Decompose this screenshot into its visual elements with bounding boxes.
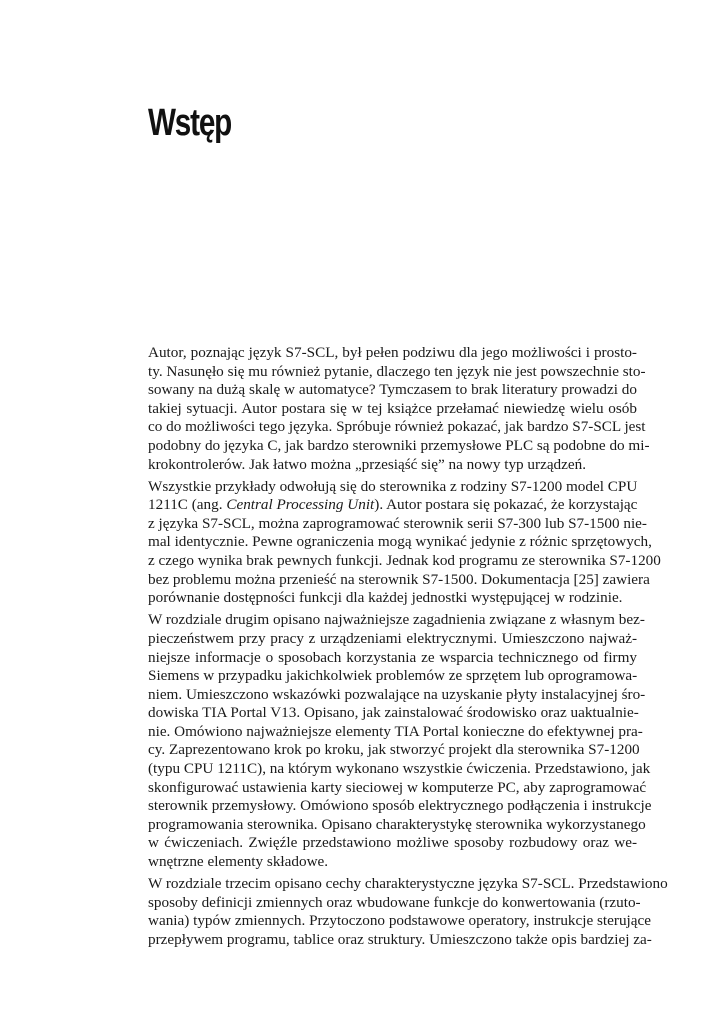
text-line: skonfigurować ustawienia karty sieciowej w komputerze PC, aby zaprogramować [148, 778, 647, 796]
text-line: Autor, poznając język S7-SCL, był pełen podziwu dla jego możliwości i prosto- [148, 344, 637, 361]
text-line: ty. Nasunęło się mu również pytanie, dlaczego ten język nie jest powszechnie sto- [148, 362, 646, 380]
text-line: bez problemu można przenieść na sterownik S7-1500. Dokumentacja [25] zawiera [148, 570, 650, 588]
text-line-mixed [148, 496, 637, 515]
text-line: z czego wynika brak pewnych funkcji. Jednak kod programu ze sterownika S7-1200 [148, 552, 661, 570]
text-line: mal identycznie. Pewne ograniczenia mogą wynikać jedynie z różnic sprzętowych, [148, 533, 652, 551]
text-segment: 1211C (ang. [148, 496, 227, 514]
body-text [148, 344, 668, 953]
text-line: W rozdziale drugim opisano najważniejsze zagadnienia związane z własnym bez- [148, 611, 645, 629]
text-line: niem. Umieszczono wskazówki pozwalające na uzyskanie płyty instalacyjnej śro- [148, 685, 646, 703]
text-line: porównanie dostępności funkcji dla każdej jednostki występującej w rodzinie. [148, 589, 623, 607]
text-line: co do możliwości tego języka. Spróbuje również pokazać, jak bardzo S7-SCL jest [148, 418, 646, 436]
text-line: programowania sterownika. Opisano charakterystykę sterownika wykorzystanego [148, 815, 646, 833]
paragraph-3 [148, 611, 652, 871]
italic-term: Central Processing Unit [226, 496, 375, 514]
text-line: w ćwiczeniach. Zwięźle przedstawiono możliwe sposoby rozbudowy oraz we- [148, 834, 637, 852]
text-line: niejsze informacje o sposobach korzystania ze wsparcia technicznego od firmy [148, 648, 637, 666]
text-line: nie. Omówiono najważniejsze elementy TIA Portal konieczne do efektywnej pra- [148, 722, 643, 740]
text-line: cy. Zaprezentowano krok po kroku, jak stworzyć projekt dla sterownika S7-1200 [148, 741, 640, 759]
text-line: podobny do języka C, jak bardzo sterowniki przemysłowe PLC są podobne do mi- [148, 436, 650, 454]
chapter-title: Wstęp [148, 102, 232, 144]
text-line: wania) typów zmiennych. Przytoczono podstawowe operatory, instrukcje sterujące [148, 912, 651, 930]
text-line: dowiska TIA Portal V13. Opisano, jak zainstalować środowisko oraz uaktualnie- [148, 704, 639, 722]
text-line: z języka S7-SCL, można zaprogramować sterownik serii S7-300 lub S7-1500 nie- [148, 514, 647, 532]
text-line: takiej sytuacji. Autor postara się w tej książce przełamać niewiedzę wielu osób [148, 399, 637, 417]
text-line: przepływem programu, tablice oraz struktury. Umieszczono także opis bardziej za- [148, 930, 652, 948]
text-line: krokontrolerów. Jak łatwo można „przesiąść się” na nowy typ urządzeń. [148, 455, 587, 473]
text-line: sterownik przemysłowy. Omówiono sposób elektrycznego podłączenia i instrukcje [148, 797, 652, 815]
text-line: sposoby definicji zmiennych oraz wbudowane funkcje do konwertowania (rzuto- [148, 893, 641, 911]
paragraph-1 [148, 344, 650, 474]
text-line: (typu CPU 1211C), na którym wykonano wszystkie ćwiczenia. Przedstawiono, jak [148, 760, 651, 778]
text-line: Siemens w przypadku jakichkolwiek problemów ze sprzętem lub oprogramowa- [148, 667, 638, 685]
paragraph-4 [148, 875, 668, 949]
text-line: pieczeństwem przy pracy z urządzeniami elektrycznymi. Umieszczono najważ- [148, 629, 637, 647]
text-line: sowany na dużą skalę w automatyce? Tymczasem to brak literatury prowadzi do [148, 381, 637, 399]
text-line: W rozdziale trzecim opisano cechy charakterystyczne języka S7-SCL. Przedstawiono [148, 875, 668, 893]
text-line: Wszystkie przykłady odwołują się do sterownika z rodziny S7-1200 model CPU [148, 477, 638, 495]
paragraph-2 [148, 477, 661, 608]
text-line: wnętrzne elementy składowe. [148, 853, 329, 871]
text-segment: ). Autor postara się pokazać, że korzystając [374, 496, 638, 514]
